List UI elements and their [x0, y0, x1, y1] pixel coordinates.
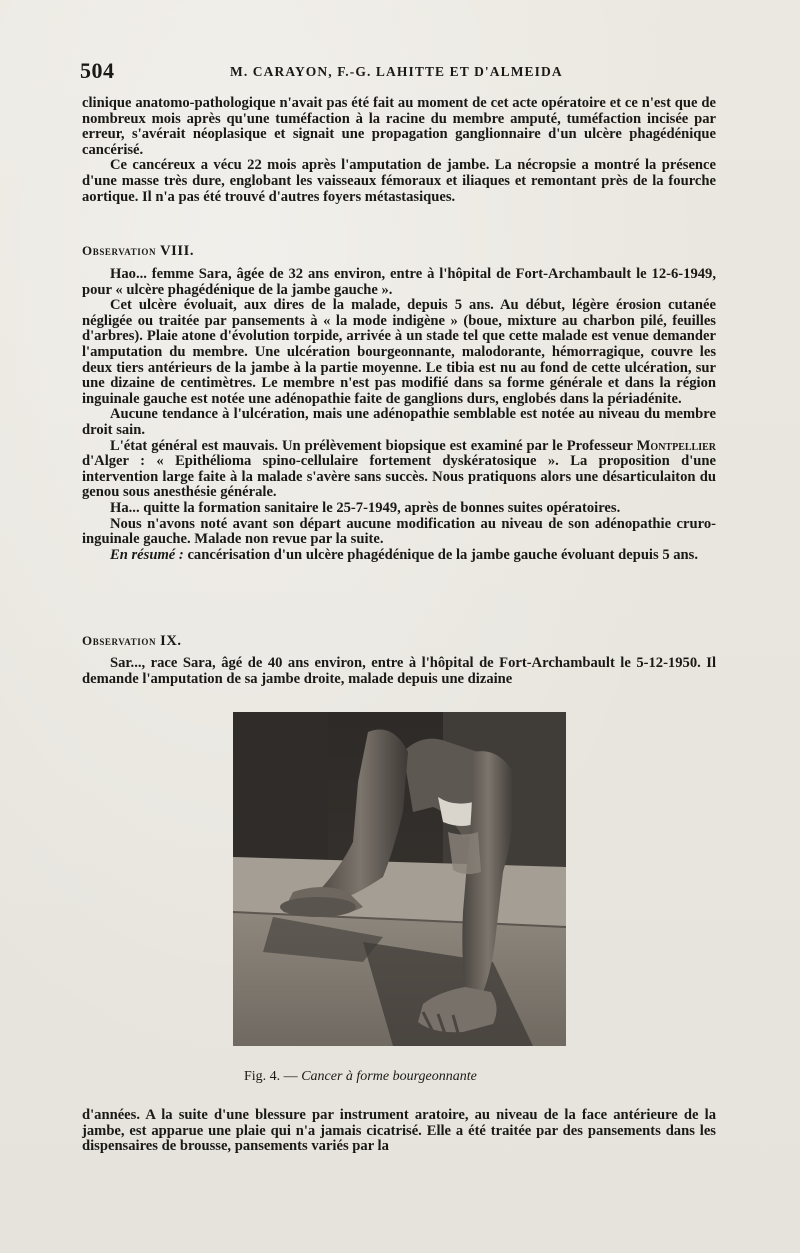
paragraph: Sar..., race Sara, âgé de 40 ans environ, entre à l'hôpital de Fort-Archambault le 5-12-1950. Il demande l'amputation de sa jambe droite, malade depuis une dizaine	[82, 655, 716, 687]
photograph-image	[233, 712, 566, 1046]
text-block-observation-8	[82, 267, 716, 563]
observation-label: Observation	[82, 243, 157, 258]
paragraph	[82, 548, 716, 564]
paragraph: Ha... quitte la formation sanitaire le 25-7-1949, après de bonnes suites opératoires.	[110, 499, 621, 516]
paragraph: Ce cancéreux a vécu 22 mois après l'amputation de jambe. La nécropsie a montré la présence d'une masse très dure, englobant les vaisseaux fémoraux et iliaques et remontant près de la fourche aortique. Il n'a pas été trouvé d'autres foyers métastasiques.	[82, 157, 716, 205]
paragraph: Cet ulcère évoluait, aux dires de la malade, depuis 5 ans. Au début, légère érosion cutanée négligée ou traitée par pansements à « la mode indigène » (boue, mixture au charbon pilé, feuilles d'arbres). Plaie atone d'évolution torpide, arrivée à un stade tel que cette malade est venue demander l'amputation du membre. Une ulcération bourgeonnante, malodorante, hémorragique, couvre les deux tiers antérieurs de la jambe à la partie moyenne. Le tibia est nu au fond de cette ulcération, sur une dizaine de centimètres. Le membre n'est pas modifié dans sa forme générale et dans la région inguinale gauche est notée une adénopathie faite de ganglions durs, englobés dans la périadénite.	[82, 297, 716, 407]
paragraph: clinique anatomo-pathologique n'avait pas été fait au moment de cet acte opératoire et ce n'est que de nombreux mois après qu'une tuméfaction à la racine du membre amputé, tuméfaction incisée par erreur, s'avérait néoplasique et signait une propagation ganglionnaire d'un ulcère phagédénique cancérisé.	[82, 95, 716, 158]
observation-heading	[82, 243, 194, 260]
paragraph	[82, 439, 716, 501]
text-span: d'Alger : « Epithélioma spino-cellulaire fortement dyskératosique ». La proposition d'une intervention large faite à la malade s'avère sans succès. Nous pratiquons alors une désarticulaiton du genou sous anesthésie générale.	[82, 453, 716, 501]
paragraph: Hao... femme Sara, âgée de 32 ans environ, entre à l'hôpital de Fort-Archambault le 12-6-1949, pour « ulcère phagédénique de la jambe gauche ».	[82, 266, 716, 298]
summary-label: En résumé :	[110, 546, 184, 563]
page-number: 504	[80, 58, 115, 83]
observation-number: VIII.	[160, 243, 195, 259]
text-span: cancérisation d'un ulcère phagédénique de la jambe gauche évoluant depuis 5 ans.	[183, 546, 699, 563]
paragraph: Nous n'avons noté avant son départ aucune modification au niveau de son adénopathie cruro-inguinale gauche. Malade non revue par la suite.	[82, 515, 716, 548]
figure-label: Fig. 4. —	[244, 1069, 298, 1084]
text-block-bottom	[82, 1108, 716, 1155]
text-block-observation-9	[82, 656, 716, 687]
observation-number: IX.	[160, 633, 182, 649]
text-span: L'état général est mauvais. Un prélèvement biopsique est examiné par le Professeur	[110, 437, 637, 454]
paragraph: d'années. A la suite d'une blessure par instrument aratoire, au niveau de la face antérieure de la jambe, est apparue une plaie qui n'a jamais cicatrisé. Elle a été traitée par des pansements dans les dispensaires de brousse, pansements variés par la	[82, 1107, 716, 1155]
page-header	[80, 58, 720, 86]
paragraph: Aucune tendance à l'ulcération, mais une adénopathie semblable est notée au niveau du membre droit sain.	[82, 406, 716, 438]
observation-heading	[82, 633, 182, 650]
figure-caption-text: Cancer à forme bourgeonnante	[301, 1069, 477, 1084]
text-block-top	[82, 96, 716, 205]
observation-label: Observation	[82, 633, 157, 648]
author-name: Montpellier	[636, 437, 716, 454]
figure-caption	[244, 1069, 477, 1085]
figure-photograph	[233, 712, 566, 1046]
running-head: M. CARAYON, F.-G. LAHITTE ET D'ALMEIDA	[230, 64, 563, 79]
